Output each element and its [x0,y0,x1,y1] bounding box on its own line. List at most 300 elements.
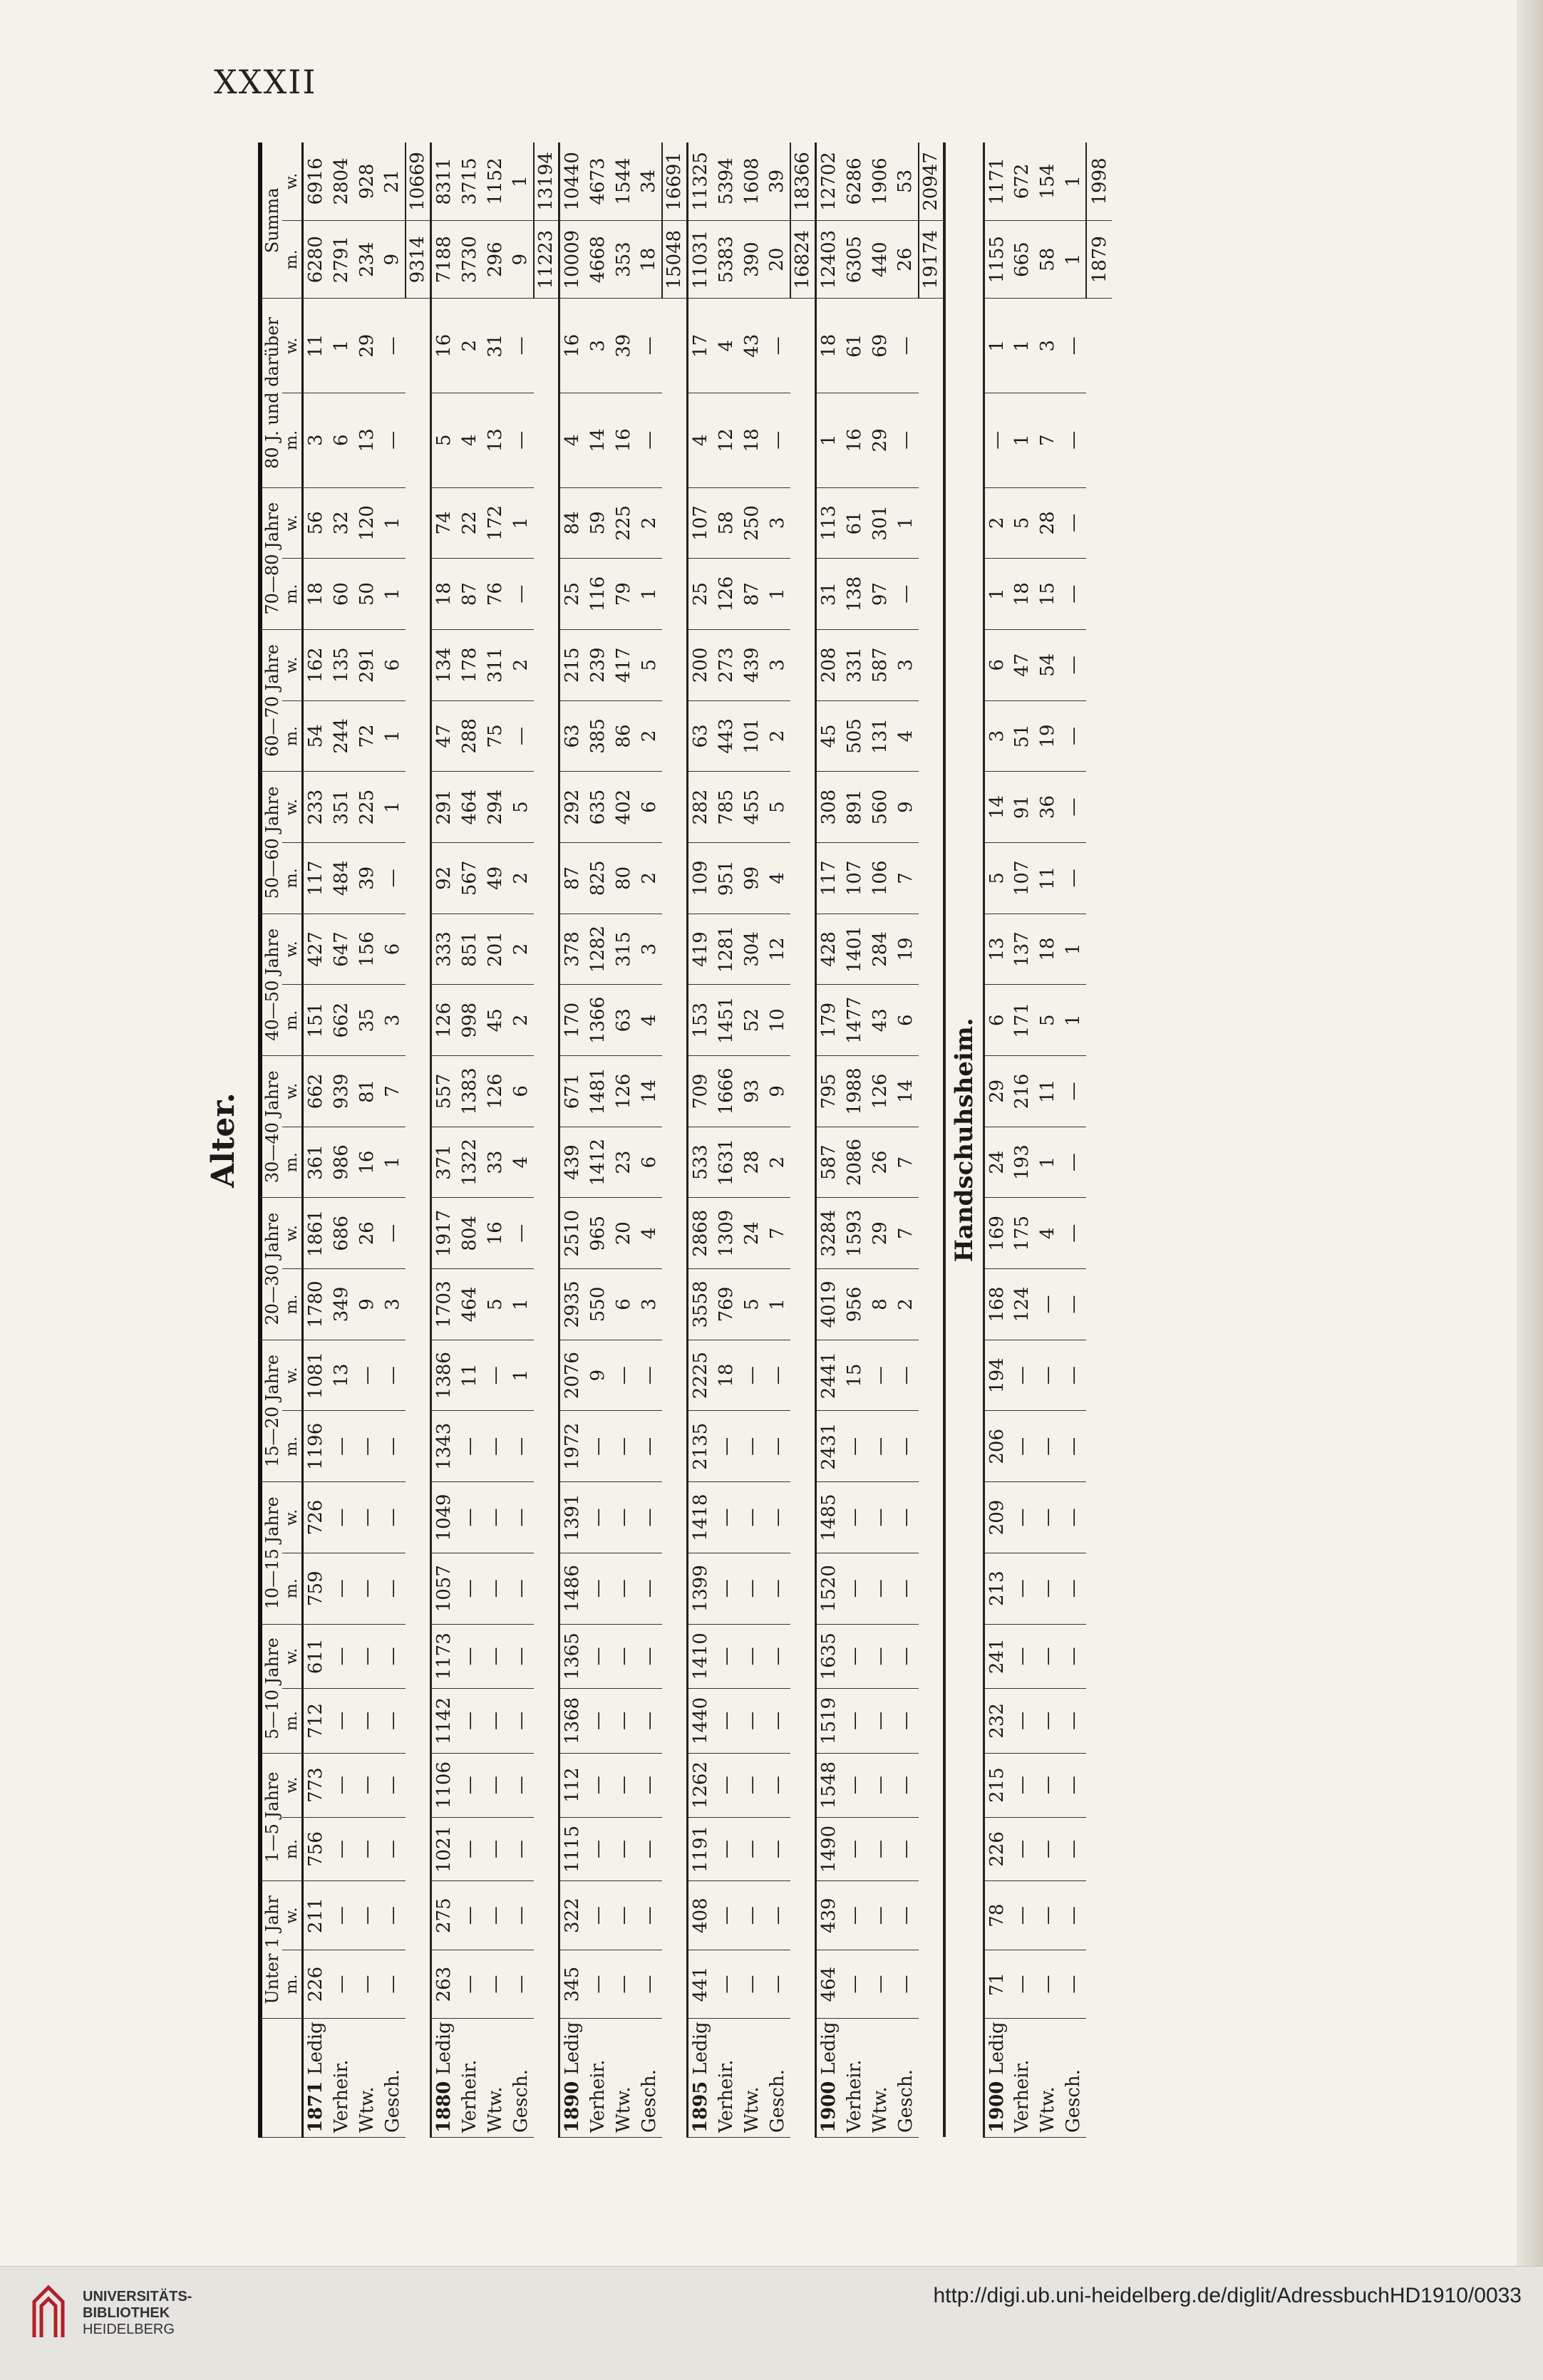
table-cell: 9 [354,1269,380,1340]
table-cell: — [1061,1056,1086,1127]
table-cell: 4 [893,700,919,772]
table-cell: 61 [842,487,867,559]
table-cell: 4 [457,393,482,488]
table-cell: — [739,1411,765,1482]
table-cell: — [380,1198,406,1269]
table-cell: 1631 [713,1127,739,1198]
table-cell: — [611,1624,636,1689]
table-cell: 408 [688,1881,713,1950]
row-label: 1890 Ledig [559,2019,585,2138]
table-cell: — [842,1553,867,1624]
total-cell: 13194 [534,143,559,220]
table-cell: 1972 [559,1411,585,1482]
table-cell: 6305 [842,220,867,299]
table-cell: 671 [559,1056,585,1127]
table-row [636,143,662,2138]
table-cell: — [984,393,1009,488]
sex-subheader: m. [282,1950,303,2018]
table-cell: — [457,1753,482,1817]
table-cell: — [508,1950,534,2018]
table-cell: — [739,1950,765,2018]
table-cell: — [611,1340,636,1411]
table-cell: 13 [329,1340,354,1411]
table-cell: 86 [611,700,636,772]
table-cell: 351 [329,772,354,843]
table-cell: — [1061,1624,1086,1689]
table-cell: 74 [431,487,457,559]
row-label: Wtw. [611,2019,636,2138]
sex-subheader: m. [282,1411,303,1482]
table-cell: 6 [611,1269,636,1340]
sex-subheader: w. [282,1340,303,1411]
table-cell: 4 [688,393,713,488]
sex-subheader: w. [282,143,303,220]
table-cell: 162 [303,629,329,700]
table-cell: — [482,1411,508,1482]
table-cell: 10 [765,985,790,1056]
sex-subheader: m. [282,1817,303,1881]
table-cell: — [713,1411,739,1482]
table-cell: — [508,1624,534,1689]
table-cell: — [1061,1411,1086,1482]
table-cell: 1262 [688,1753,713,1817]
table-cell: — [611,1950,636,2018]
table-cell: 201 [482,914,508,985]
table-row [329,143,354,2138]
table-cell: 241 [984,1624,1009,1689]
table-cell: — [508,1482,534,1553]
table-cell: — [765,1553,790,1624]
source-url-link[interactable]: http://digi.ub.uni-heidelberg.de/diglit/AdressbuchHD1910/0033 [933,2284,1522,2307]
table-cell: — [893,1950,919,2018]
table-cell: — [1035,1269,1061,1340]
table-cell: 2 [984,487,1009,559]
table-cell: 13 [482,393,508,488]
table-cell: 11031 [688,220,713,299]
table-cell: — [1061,1482,1086,1553]
column-header: 10—15 Jahre [260,1482,282,1624]
table-cell: — [842,1624,867,1689]
year-label: 1890 [562,2074,584,2133]
table-cell: 138 [842,559,867,630]
table-cell: 1366 [585,985,611,1056]
table-row [893,143,919,2138]
table-cell: 45 [482,985,508,1056]
table-cell: — [329,1753,354,1817]
table-cell: 1666 [713,1056,739,1127]
table-cell: 2868 [688,1198,713,1269]
table-cell: 427 [303,914,329,985]
table-cell: — [867,1482,893,1553]
table-cell: 2 [636,842,662,914]
column-header: 80 J. und darüber [260,299,282,487]
row-label: 1900 Ledig [984,2019,1009,2138]
table-cell: 6916 [303,143,329,220]
table-cell: — [1035,1340,1061,1411]
table-row [1009,143,1035,2138]
table-cell: — [482,1624,508,1689]
table-cell: 2510 [559,1198,585,1269]
table-cell: 301 [867,487,893,559]
column-header: 50—60 Jahre [260,772,282,914]
table-cell: 60 [329,559,354,630]
table-cell: 39 [354,842,380,914]
table-cell: — [713,1689,739,1754]
table-cell: 54 [1035,629,1061,700]
table-cell: 170 [559,985,585,1056]
table-cell: 1490 [816,1817,842,1881]
table-cell: — [482,1753,508,1817]
table-cell: — [713,1482,739,1553]
table-cell: 6280 [303,220,329,299]
table-cell: — [611,1817,636,1881]
row-label: Gesch. [380,2019,406,2138]
table-cell: — [457,1950,482,2018]
row-label: 1900 Ledig [816,2019,842,2138]
table-cell: — [1035,1950,1061,2018]
table-cell: — [739,1553,765,1624]
table-cell: 23 [611,1127,636,1198]
table-cell: 25 [559,559,585,630]
total-cell: 1879 [1086,220,1112,299]
table-cell: 1520 [816,1553,842,1624]
column-header: 60—70 Jahre [260,629,282,771]
table-cell: 7 [765,1198,790,1269]
table-cell: 58 [1035,220,1061,299]
table-cell: 31 [482,299,508,393]
table-cell: 1 [380,1127,406,1198]
table-cell: — [867,1950,893,2018]
table-cell: 5 [739,1269,765,1340]
table-cell: 54 [303,700,329,772]
table-cell: — [842,1817,867,1881]
sex-subheader: m. [282,700,303,772]
table-cell: 16 [611,393,636,488]
table-cell: 2 [765,700,790,772]
table-cell: 1412 [585,1127,611,1198]
table-cell: 11 [457,1340,482,1411]
table-cell: 63 [611,985,636,1056]
table-cell: 19 [1035,700,1061,772]
table-cell: 1635 [816,1624,842,1689]
table-cell: 686 [329,1198,354,1269]
row-label: 1895 Ledig [688,2019,713,2138]
table-cell: — [508,299,534,393]
row-label: Verheir. [842,2019,867,2138]
table-cell: — [1061,1689,1086,1754]
table-cell: 76 [482,559,508,630]
table-cell: 3 [585,299,611,393]
table-row [984,143,1009,2138]
table-cell: 1399 [688,1553,713,1624]
table-cell: — [1061,1817,1086,1881]
table-cell: — [1061,1340,1086,1411]
table-cell: 3 [984,700,1009,772]
table-cell: 439 [816,1881,842,1950]
table-cell: — [1035,1817,1061,1881]
table-cell: 1171 [984,143,1009,220]
table-cell: 1 [508,143,534,220]
table-cell: 402 [611,772,636,843]
table-cell: 26 [893,220,919,299]
table-cell: 32 [329,487,354,559]
table-cell: 1365 [559,1624,585,1689]
table-cell: — [1061,1950,1086,2018]
table-cell: — [636,393,662,488]
table-cell: 215 [559,629,585,700]
table-cell: 16 [482,1198,508,1269]
table-cell: 3 [765,629,790,700]
table-cell: 1 [765,1269,790,1340]
table-cell: 50 [354,559,380,630]
sex-subheader: m. [282,220,303,299]
table-cell: — [508,1553,534,1624]
table-cell: 1142 [431,1689,457,1754]
table-cell: 2804 [329,143,354,220]
table-cell: 31 [816,559,842,630]
rotated-table-block [200,143,1468,2138]
table-cell: 11 [1035,842,1061,914]
table-cell: — [380,1689,406,1754]
table-cell: — [739,1753,765,1817]
table-cell: — [1035,1881,1061,1950]
table-cell: — [380,1817,406,1881]
table-cell: — [482,1881,508,1950]
table-cell: 33 [482,1127,508,1198]
table-cell: — [354,1753,380,1817]
table-cell: — [1061,1198,1086,1269]
table-cell: — [457,1411,482,1482]
table-cell: 11325 [688,143,713,220]
table-cell: 4673 [585,143,611,220]
row-label: Verheir. [1009,2019,1035,2138]
table-cell: — [1035,1482,1061,1553]
table-row [354,143,380,2138]
table-cell: 6 [984,985,1009,1056]
table-cell: 5 [508,772,534,843]
table-cell: 296 [482,220,508,299]
table-cell: 804 [457,1198,482,1269]
table-cell: — [867,1553,893,1624]
table-row [688,143,713,2138]
table-cell: — [508,1411,534,1482]
age-statistics-table [258,143,1112,2138]
year-label: 1880 [433,2074,455,2133]
table-cell: 93 [739,1056,765,1127]
table-cell: 63 [688,700,713,772]
table-cell: 29 [354,299,380,393]
table-cell: 6 [893,985,919,1056]
table-cell: 7 [893,1198,919,1269]
table-cell: 2225 [688,1340,713,1411]
table-heading: Alter. [205,1092,242,1188]
table-cell: — [1061,772,1086,843]
table-cell: — [739,1482,765,1553]
table-cell: 107 [842,842,867,914]
table-cell: 36 [1035,772,1061,843]
table-cell: 126 [431,985,457,1056]
table-cell: 331 [842,629,867,700]
table-cell: 232 [984,1689,1009,1754]
table-cell: 47 [431,700,457,772]
table-cell: — [842,1482,867,1553]
table-cell: — [585,1482,611,1553]
sex-subheader: w. [282,1198,303,1269]
table-cell: 244 [329,700,354,772]
table-cell: 1703 [431,1269,457,1340]
table-row [585,143,611,2138]
table-cell: 12702 [816,143,842,220]
table-cell: 785 [713,772,739,843]
table-cell: 4 [559,393,585,488]
table-cell: 1282 [585,914,611,985]
table-cell: 484 [329,842,354,914]
table-cell: 2 [508,629,534,700]
table-cell: — [842,1950,867,2018]
table-cell: 43 [739,299,765,393]
table-cell: 1106 [431,1753,457,1817]
table-cell: 137 [1009,914,1035,985]
table-cell: 825 [585,842,611,914]
table-cell: 43 [867,985,893,1056]
table-cell: — [611,1411,636,1482]
table-cell: 17 [688,299,713,393]
table-cell: 1 [893,487,919,559]
table-cell: 135 [329,629,354,700]
table-cell: 5 [482,1269,508,1340]
table-row [842,143,867,2138]
table-cell: — [482,1553,508,1624]
table-cell: 439 [739,629,765,700]
table-cell: — [585,1411,611,1482]
logo-line-3: HEIDELBERG [83,2322,175,2337]
table-cell: 891 [842,772,867,843]
table-cell: — [636,1553,662,1624]
table-cell: 112 [559,1753,585,1817]
table-cell: 1152 [482,143,508,220]
table-cell: 7 [893,1127,919,1198]
sex-subheader: w. [282,487,303,559]
table-cell: — [1035,1753,1061,1817]
table-cell: 24 [984,1127,1009,1198]
table-cell: 1309 [713,1198,739,1269]
table-cell: 5383 [713,220,739,299]
table-cell: 175 [1009,1198,1035,1269]
column-header: 70—80 Jahre [260,487,282,629]
table-cell: 117 [816,842,842,914]
table-cell: 6 [508,1056,534,1127]
table-cell: 385 [585,700,611,772]
table-cell: 322 [559,1881,585,1950]
table-cell: 1548 [816,1753,842,1817]
sex-subheader: m. [282,559,303,630]
table-row [482,143,508,2138]
table-row [713,143,739,2138]
table-cell: 5 [984,842,1009,914]
table-cell: 2 [893,1269,919,1340]
table-cell: 80 [611,842,636,914]
table-cell: 28 [1035,487,1061,559]
table-cell: 213 [984,1553,1009,1624]
table-cell: — [765,393,790,488]
table-cell: — [354,1817,380,1881]
total-cell: 11223 [534,220,559,299]
table-cell: 378 [559,914,585,985]
table-cell: — [713,1553,739,1624]
table-cell: — [354,1950,380,2018]
table-cell: 106 [867,842,893,914]
total-row-spacer [406,299,431,2138]
table-row [765,143,790,2138]
column-header: 20—30 Jahre [260,1198,282,1340]
table-cell: 87 [457,559,482,630]
table-cell: 1917 [431,1198,457,1269]
table-cell: 773 [303,1753,329,1817]
table-cell: 956 [842,1269,867,1340]
table-cell: — [1035,1624,1061,1689]
table-cell: 16 [559,299,585,393]
row-label: Wtw. [739,2019,765,2138]
table-cell: 29 [984,1056,1009,1127]
table-cell: 26 [867,1127,893,1198]
table-cell: — [1009,1817,1035,1881]
table-cell: 171 [1009,985,1035,1056]
table-cell: 1196 [303,1411,329,1482]
table-cell: 1451 [713,985,739,1056]
table-cell: — [1061,629,1086,700]
table-cell: 1 [984,299,1009,393]
table-cell: 61 [842,299,867,393]
table-cell: 19 [893,914,919,985]
column-header: 1—5 Jahre [260,1753,282,1881]
table-cell: — [893,1340,919,1411]
table-cell: — [329,1689,354,1754]
table-cell: 1593 [842,1198,867,1269]
table-row [380,143,406,2138]
table-cell: 998 [457,985,482,1056]
table-cell: — [354,1553,380,1624]
table-cell: 1 [1061,914,1086,985]
row-label: Wtw. [1035,2019,1061,2138]
table-cell: 7 [380,1056,406,1127]
table-cell: 18 [1009,559,1035,630]
table-cell: — [611,1689,636,1754]
table-cell: — [585,1881,611,1950]
row-label: Gesch. [765,2019,790,2138]
table-cell: — [636,299,662,393]
sex-subheader: m. [282,393,303,488]
table-cell: 353 [611,220,636,299]
table-cell: 63 [559,700,585,772]
table-cell: 84 [559,487,585,559]
table-cell: 3284 [816,1198,842,1269]
table-cell: 282 [688,772,713,843]
table-cell: 4 [765,842,790,914]
table-cell: — [893,1753,919,1817]
table-cell: — [867,1411,893,1482]
sex-subheader: w. [282,1753,303,1817]
table-cell: 311 [482,629,508,700]
table-cell: — [585,1624,611,1689]
sex-subheader: w. [282,1881,303,1950]
total-cell: 1998 [1086,143,1112,220]
total-cell: 20947 [919,143,944,220]
total-cell: 9314 [406,220,431,299]
row-label: 1880 Ledig [431,2019,457,2138]
table-cell: 172 [482,487,508,559]
table-cell: 18 [713,1340,739,1411]
sex-subheader: m. [282,985,303,1056]
